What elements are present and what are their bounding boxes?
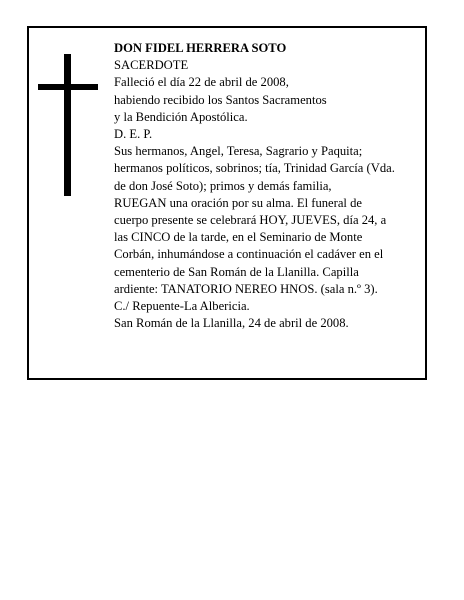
notice-line: habiendo recibido los Santos Sacramentos [114, 92, 327, 107]
deceased-title: SACERDOTE [114, 58, 189, 73]
deceased-name: DON FIDEL HERRERA SOTO [114, 41, 287, 55]
notice-line: ardiente: TANATORIO NEREO HNOS. (sala n.º 3). [114, 281, 378, 296]
notice-line: las CINCO de la tarde, en el Seminario de Monte [114, 230, 363, 245]
notice-line: Falleció el día 22 de abril de 2008, [114, 75, 289, 90]
notice-line: cuerpo presente se celebrará HOY, JUEVES, día 24, a [114, 213, 387, 228]
cross-icon [64, 54, 71, 196]
notice-line-date: San Román de la Llanilla, 24 de abril de 2008. [114, 316, 349, 331]
notice-line: y la Bendición Apostólica. [114, 109, 248, 124]
notice-line: Corbán, inhumándose a continuación el cadáver en el [114, 247, 384, 262]
notice-line: Sus hermanos, Angel, Teresa, Sagrario y Paquita; [114, 144, 363, 159]
obituary-text [114, 40, 414, 332]
notice-line: cementerio de San Román de la Llanilla. Capilla [114, 264, 359, 279]
notice-line: hermanos políticos, sobrinos; tía, Trinidad García (Vda. [114, 161, 395, 176]
notice-line-rip: D. E. P. [114, 127, 153, 142]
notice-line: C./ Repuente-La Albericia. [114, 299, 250, 314]
cross-icon-crossbar [38, 84, 98, 90]
notice-line: de don José Soto); primos y demás familia, [114, 178, 332, 193]
notice-line: RUEGAN una oración por su alma. El funeral de [114, 195, 362, 210]
